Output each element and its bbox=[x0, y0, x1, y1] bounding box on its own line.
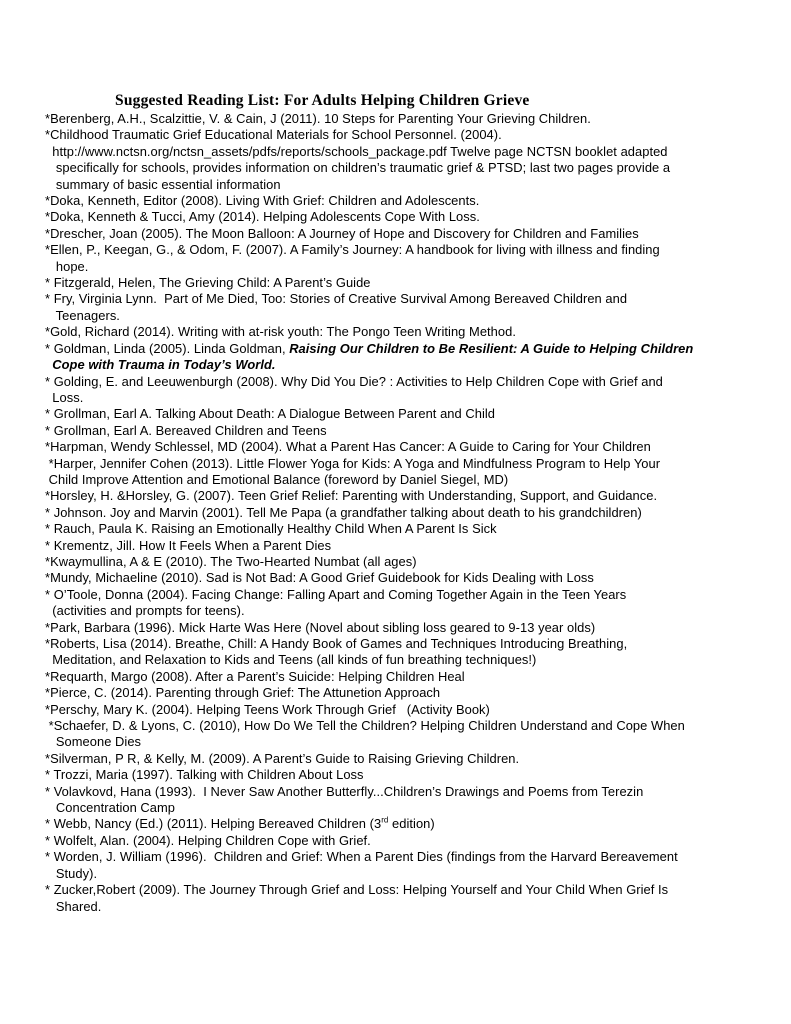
reading-list-line: specifically for schools, provides information on children’s traumatic grief & PTSD; last two pages provide a bbox=[45, 160, 671, 176]
reading-list-line-segment: Cope with Trauma in Today’s World. bbox=[52, 357, 276, 373]
reading-list-line: summary of basic essential information bbox=[45, 176, 281, 192]
document-title: Suggested Reading List: For Adults Helping Children Grieve bbox=[115, 92, 530, 109]
reading-list-line: * Golding, E. and Leeuwenburgh (2008). Why Did You Die? : Activities to Help Children Cope with Grief and bbox=[45, 373, 663, 389]
reading-list-line: *Perschy, Mary K. (2004). Helping Teens Work Through Grief (Activity Book) bbox=[45, 701, 490, 717]
reading-list-line: *Kwaymullina, A & E (2010). The Two-Hearted Numbat (all ages) bbox=[45, 553, 417, 569]
reading-list-line: * Wolfelt, Alan. (2004). Helping Children Cope with Grief. bbox=[45, 832, 371, 848]
reading-list-line: *Roberts, Lisa (2014). Breathe, Chill: A Handy Book of Games and Techniques Introducing Breathing, bbox=[45, 636, 628, 651]
reading-list-line: *Mundy, Michaeline (2010). Sad is Not Bad: A Good Grief Guidebook for Kids Dealing with Loss bbox=[45, 570, 594, 586]
reading-list-line: * Grollman, Earl A. Talking About Death: A Dialogue Between Parent and Child bbox=[45, 406, 495, 422]
reading-list-line: *Doka, Kenneth, Editor (2008). Living With Grief: Children and Adolescents. bbox=[45, 193, 480, 209]
reading-list-line bbox=[45, 341, 791, 357]
reading-list-line-segment: * Goldman, Linda (2005). Linda Goldman, bbox=[45, 340, 290, 356]
reading-list-line: * Zucker,Robert (2009). The Journey Through Grief and Loss: Helping Yourself and Your Child When Grief Is bbox=[45, 882, 669, 898]
reading-list-line: * Rauch, Paula K. Raising an Emotionally Healthy Child When A Parent Is Sick bbox=[45, 521, 497, 537]
reading-list-line: Study). bbox=[45, 865, 98, 881]
reading-list-line: Concentration Camp bbox=[45, 800, 176, 816]
reading-list-line: *Childhood Traumatic Grief Educational Materials for School Personnel. (2004). bbox=[45, 127, 502, 143]
reading-list-line: * Trozzi, Maria (1997). Talking with Children About Loss bbox=[45, 767, 364, 783]
reading-list-line: *Requarth, Margo (2008). After a Parent’s Suicide: Helping Children Heal bbox=[45, 668, 465, 684]
reading-list-line: Meditation, and Relaxation to Kids and Teens (all kinds of fun breathing techniques!) bbox=[45, 652, 537, 668]
reading-list-line: *Drescher, Joan (2005). The Moon Balloon: A Journey of Hope and Discovery for Children and Families bbox=[45, 225, 639, 241]
reading-list-line: Loss. bbox=[45, 389, 84, 405]
reading-list-line: *Pierce, C. (2014). Parenting through Grief: The Attunetion Approach bbox=[45, 685, 441, 701]
reading-list-line: *Horsley, H. &Horsley, G. (2007). Teen Grief Relief: Parenting with Understanding, Support, and Guidance. bbox=[45, 488, 658, 504]
reading-list-line: (activities and prompts for teens). bbox=[45, 603, 245, 619]
reading-list-line: *Silverman, P R, & Kelly, M. (2009). A Parent’s Guide to Raising Grieving Children. bbox=[45, 750, 520, 766]
reading-list-line: * Fitzgerald, Helen, The Grieving Child: A Parent’s Guide bbox=[45, 275, 371, 291]
reading-list-line: * Krementz, Jill. How It Feels When a Parent Dies bbox=[45, 537, 332, 553]
reading-list-line: *Harpman, Wendy Schlessel, MD (2004). What a Parent Has Cancer: A Guide to Caring for Your Children bbox=[45, 439, 651, 455]
reading-list-line-segment: edition) bbox=[388, 816, 435, 832]
reading-list-line: * Johnson. Joy and Marvin (2001). Tell Me Papa (a grandfather talking about death to his grandchildren) bbox=[45, 504, 642, 520]
reading-list-line: *Ellen, P., Keegan, G., & Odom, F. (2007). A Family’s Journey: A handbook for living with illness and finding bbox=[45, 242, 660, 258]
reading-list bbox=[45, 111, 791, 915]
reading-list-line: hope. bbox=[45, 258, 89, 274]
reading-list-line: *Park, Barbara (1996). Mick Harte Was Here (Novel about sibling loss geared to 9-13 year olds) bbox=[45, 619, 596, 635]
reading-list-line: Teenagers. bbox=[45, 307, 120, 323]
reading-list-line: Someone Dies bbox=[45, 734, 142, 750]
reading-list-line: *Gold, Richard (2014). Writing with at-risk youth: The Pongo Teen Writing Method. bbox=[45, 324, 516, 340]
reading-list-line: * Worden, J. William (1996). Children and Grief: When a Parent Dies (findings from the Harvard Bereavement bbox=[45, 849, 678, 865]
reading-list-line: Shared. bbox=[45, 898, 102, 914]
reading-list-line: Child Improve Attention and Emotional Balance (foreword by Daniel Siegel, MD) bbox=[45, 471, 509, 487]
reading-list-line: * Fry, Virginia Lynn. Part of Me Died, Too: Stories of Creative Survival Among Bereaved Children and bbox=[45, 291, 628, 307]
reading-list-line bbox=[45, 357, 791, 373]
reading-list-line: * O’Toole, Donna (2004). Facing Change: Falling Apart and Coming Together Again in the Teen Years bbox=[45, 586, 627, 602]
reading-list-line: * Grollman, Earl A. Bereaved Children and Teens bbox=[45, 422, 327, 438]
reading-list-line: *Schaefer, D. & Lyons, C. (2010), How Do We Tell the Children? Helping Children Understand and Cope When bbox=[45, 718, 685, 734]
reading-list-line-segment: * Webb, Nancy (Ed.) (2011). Helping Bereaved Children (3 bbox=[45, 816, 382, 832]
reading-list-line: http://www.nctsn.org/nctsn_assets/pdfs/reports/schools_package.pdf Twelve page NCTSN booklet adapted bbox=[45, 143, 668, 159]
reading-list-line: *Berenberg, A.H., Scalzittie, V. & Cain, J (2011). 10 Steps for Parenting Your Grieving Children. bbox=[45, 111, 591, 126]
reading-list-line: *Doka, Kenneth & Tucci, Amy (2014). Helping Adolescents Cope With Loss. bbox=[45, 209, 480, 225]
reading-list-line: *Harper, Jennifer Cohen (2013). Little Flower Yoga for Kids: A Yoga and Mindfulness Program to Help Your bbox=[45, 455, 661, 471]
reading-list-line-segment: rd bbox=[381, 816, 389, 826]
reading-list-line bbox=[45, 816, 791, 832]
reading-list-line: * Volavkovd, Hana (1993). I Never Saw Another Butterfly...Children’s Drawings and Poems from Terezin bbox=[45, 783, 644, 799]
reading-list-line-segment: Raising Our Children to Be Resilient: A Guide to Helping Children bbox=[289, 340, 694, 356]
